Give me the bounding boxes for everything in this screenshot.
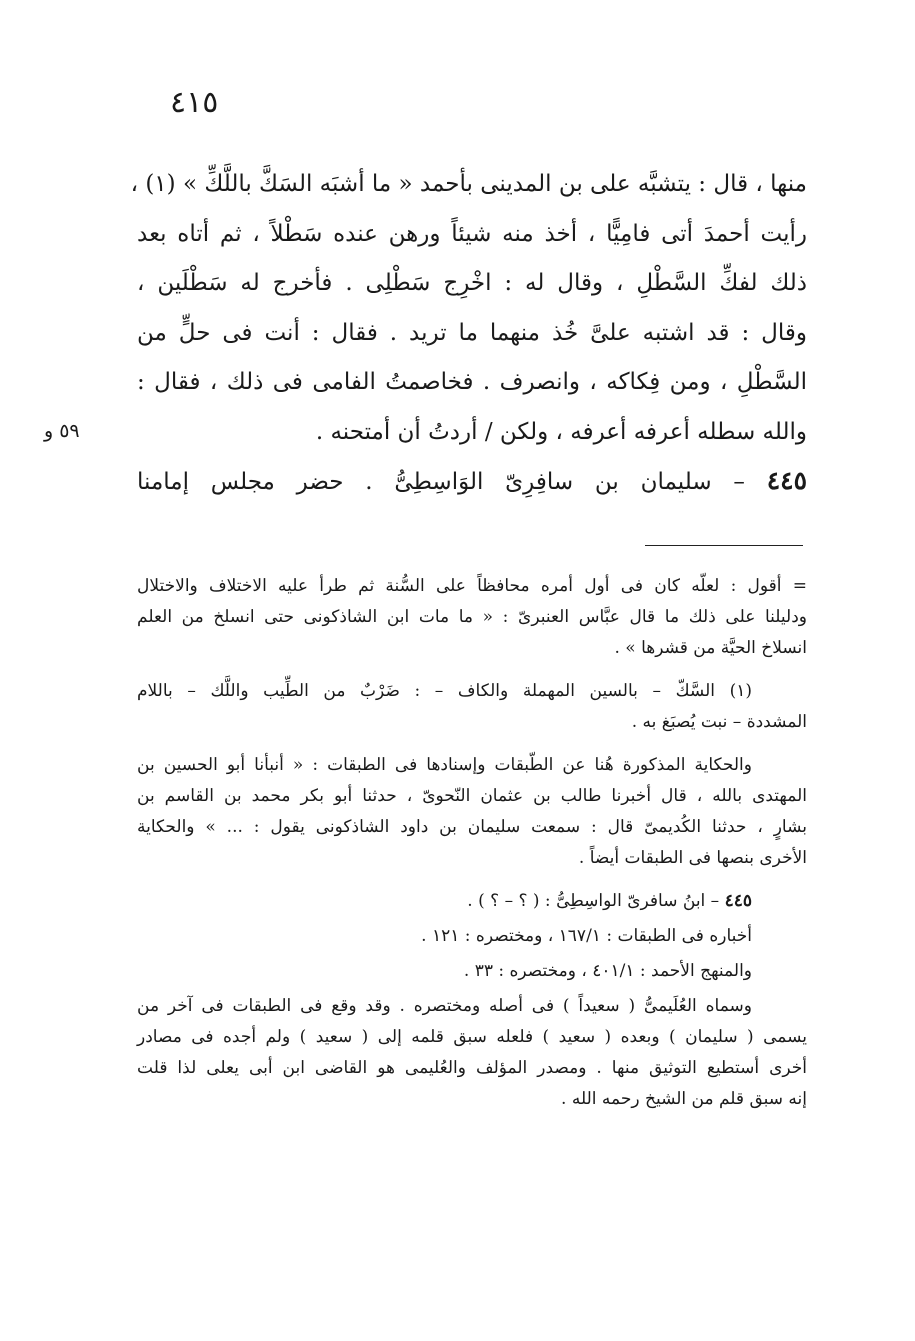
footnote-entry-text: – ابنُ سافرىّ الواسِطِىُّ : ( ؟ – ؟ ) . [467,891,720,911]
main-text-line: والله سطله أعرفه أعرفه ، ولكن / أردتُ أن أمتحنه . [315,418,807,445]
footnote-line: انسلاخ الحيَّة من قشرها » . [614,638,807,658]
footnote-entry-number: ٤٤٥ [724,891,752,911]
footnote-line: المشددة – نبت يُصبَغ به . [631,712,807,732]
main-text-line: وقال : قد اشتبه علىَّ خُذ منهما ما تريد . فقال : أنت فى حلٍّ من [137,319,807,346]
main-text-line: رأيت أحمدَ أتى فامِيًّا ، أخذ منه شيئاً ورهن عنده سَطْلاً ، ثم أتاه بعد [137,220,807,247]
page-number: ٤١٥ [170,85,219,120]
footnote-line: يسمى ( سليمان ) وبعده ( سعيد ) فلعله سبق قلمه إلى ( سعيد ) ولم أجده فى مصادر [137,1027,807,1047]
footnote-line: وسماه العُلَيمىُّ ( سعيداً ) فى أصله ومختصره . وقد وقع فى الطبقات فى آخر من [137,996,752,1016]
footnote-line: أخرى أستطيع التوثيق منها . ومصدر المؤلف والعُليمى هو القاضى ابن أبى يعلى لذا قلت [137,1058,807,1078]
footnote-line: ودليلنا على ذلك ما قال عبَّاس العنبرىّ : « ما مات ابن الشاذكونى حتى انسلخ من العلم [137,607,807,627]
footnote-line: إنه سبق قلم من الشيخ رحمه الله . [561,1089,807,1109]
footnote-source-line: والمنهج الأحمد : ٤٠١/١ ، ومختصره : ٣٣ . [463,961,752,981]
footnote-line: (١) السَّكّ – بالسين المهملة والكاف – : ضَرْبٌ من الطِّيب واللَّك – باللام [137,681,752,701]
footnotes-block [137,571,807,1115]
main-text-line: السَّطْلِ ، ومن فِكاكه ، وانصرف . فخاصمتُ الفامى فى ذلك ، فقال : [137,369,807,395]
footnote-line: الأخرى بنصها فى الطبقات أيضاً . [578,848,807,868]
main-text-line: ذلك لفكِّ السَّطْلِ ، وقال له : اخْرِج سَطْلِى . فأخرج له سَطْلَين ، [137,270,807,296]
footnote-line: بشارٍ ، حدثنا الكُديمىّ قال : سمعت سليمان بن داود الشاذكونى يقول : ... » والحكاية [137,817,807,837]
biography-entry-heading [137,456,807,506]
footnote-divider [645,545,803,546]
main-text-block [130,160,807,457]
entry-text: – سليمان بن سافِرِىّ الوَاسِطِىُّ . حضر مجلس إمامنا [137,469,745,495]
main-text-line: منها ، قال : يتشبَّه على بن المدينى بأحمد « ما أشبَه السَكَّ باللَّكِّ » (١) ، [130,171,807,197]
footnote-source-line: أخباره فى الطبقات : ١٦٧/١ ، ومختصره : ١٢١ . [421,926,752,946]
footnote-line: والحكاية المذكورة هُنا عن الطّبقات وإسنادها فى الطبقات : « أنبأنا أبو الحسين بن [137,755,752,775]
entry-number: ٤٤٥ [766,466,808,495]
footnote-line: المهتدى بالله ، قال أخبرنا طالب بن عثمان النّحوىّ ، حدثنا أبو بكر محمد بن القاسم بن [137,786,807,806]
margin-folio-note: ٥٩ و [44,420,80,442]
footnote-entry-line [137,886,807,917]
footnote-line: = أقول : لعلّه كان فى أول أمره محافظاً على السُّنة ثم طرأ عليه الاختلاف والاختلال [137,576,807,596]
